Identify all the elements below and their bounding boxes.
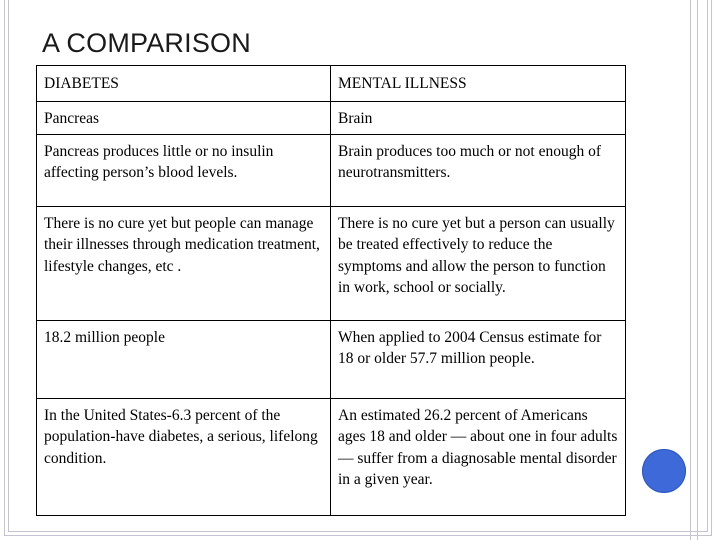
table-cell: When applied to 2004 Census estimate for 18 or older 57.7 million people. — [331, 320, 626, 398]
table-header-row — [37, 66, 626, 102]
table-row — [37, 134, 626, 206]
table-cell: Brain produces too much or not enough of neurotransmitters. — [331, 134, 626, 206]
comparison-table — [36, 65, 626, 516]
table-cell: In the United States-6.3 percent of the population-have diabetes, a serious, lifelong condition. — [37, 398, 331, 515]
table-row — [37, 206, 626, 320]
table-row — [37, 102, 626, 135]
decorative-line — [697, 0, 698, 540]
table-cell: 18.2 million people — [37, 320, 331, 398]
table-row — [37, 320, 626, 398]
table-row — [37, 398, 626, 515]
table-cell: There is no cure yet but a person can usually be treated effectively to reduce the symptoms and allow the person to function in work, school or socially. — [331, 206, 626, 320]
slide-title: A COMPARISON — [42, 28, 251, 58]
table-cell: Brain — [331, 102, 626, 135]
table-cell: Pancreas produces little or no insulin affecting person’s blood levels. — [37, 134, 331, 206]
header-diabetes: DIABETES — [37, 66, 331, 102]
decorative-circle — [642, 449, 686, 493]
table-cell: There is no cure yet but people can manage their illnesses through medication treatment, lifestyle changes, etc . — [37, 206, 331, 320]
decorative-line — [690, 0, 691, 540]
table-cell: Pancreas — [37, 102, 331, 135]
table-cell: An estimated 26.2 percent of Americans ages 18 and older — about one in four adults — suffer from a diagnosable mental disorder in a given year. — [331, 398, 626, 515]
header-mental-illness: MENTAL ILLNESS — [331, 66, 626, 102]
